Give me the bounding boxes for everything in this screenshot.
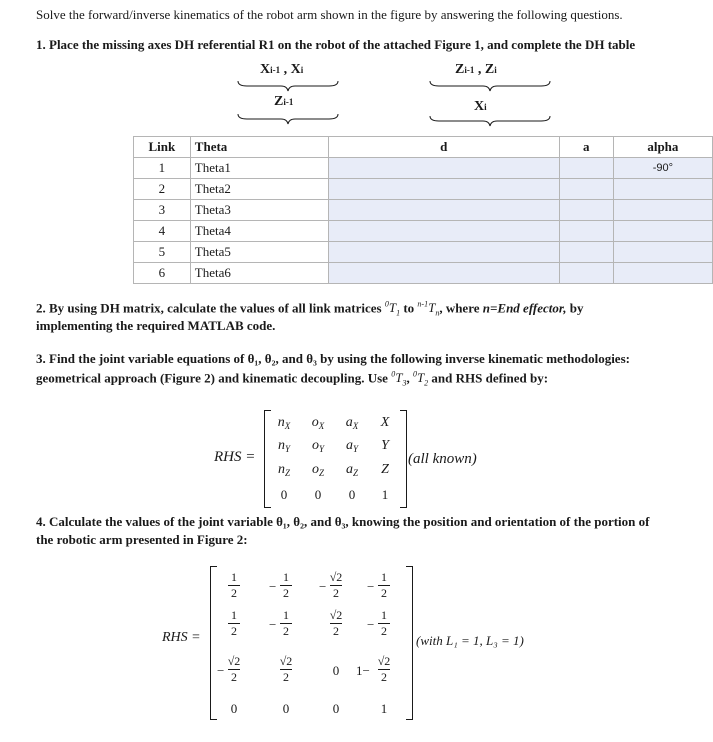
matrix-cell: 0 [332,663,340,678]
matrix-cell: 0 [348,487,356,502]
d-cell[interactable] [328,242,559,263]
d-cell[interactable] [328,221,559,242]
question-2-line1: 2. By using DH matrix, calculate the values of all link matrices $^0T_1$ to $^{n-1}T_n$, where n=End effector, by [36,300,584,318]
sign: − [217,663,225,678]
matrix-fraction: √2 2 [329,570,343,600]
matrix-cell: 0 [280,487,288,502]
question-4-line1: 4. Calculate the values of the joint variable θ₁, θ₂, and θ₃, knowing the position and orientation of the portion of [36,514,650,529]
matrix-cell: 0 [230,701,238,716]
matrix-cell: $n_Z$ [277,462,290,478]
alpha-cell[interactable] [613,179,712,200]
alpha-cell[interactable]: -90° [613,158,712,179]
a-cell[interactable] [559,242,613,263]
theta-cell: Theta1 [190,158,328,179]
matrix-cell: $a_Z$ [345,462,358,478]
dh-table [133,136,713,284]
matrix-fraction: 1 2 [374,609,394,638]
link-cell: 3 [134,200,191,221]
brace-theta-label: Xi-1 , Xi [260,62,304,77]
theta-cell: Theta6 [190,263,328,284]
matrix-cell: 0 [282,701,290,716]
header-alpha: alpha [613,137,712,158]
intro-text: Solve the forward/inverse kinematics of the robot arm shown in the figure by answering the following questions. [36,7,623,22]
table-row [134,221,713,242]
a-cell[interactable] [559,263,613,284]
brace-alpha-label: Zi-1 , Zi [455,62,497,77]
numeric-matrix-right-bracket [406,566,413,720]
alpha-cell[interactable] [613,221,712,242]
header-link: Link [134,137,191,158]
brace-z [237,113,339,125]
header-a: a [559,137,613,158]
matrix-fraction: √2 2 [329,608,343,638]
matrix-fraction: 1 2 [374,571,394,600]
sign: − [319,579,327,594]
matrix-left-bracket [264,410,271,508]
matrix-fraction: 1 2 [224,609,244,638]
alpha-cell[interactable] [613,242,712,263]
alpha-cell[interactable] [613,263,712,284]
sign: − [367,617,375,632]
link-cell: 6 [134,263,191,284]
sign: − [269,617,277,632]
length-note: (with L₁ = 1, L₃ = 1) [416,633,524,648]
sign: − [367,579,375,594]
numeric-matrix-left-bracket [210,566,217,720]
table-row [134,158,713,179]
matrix-fraction: 1 2 [276,609,296,638]
rhs-label-symbolic: RHS = [214,449,256,465]
a-cell[interactable] [559,179,613,200]
dh-header-row [134,137,713,158]
matrix-cell: X [380,415,390,430]
brace-theta [237,80,339,92]
matrix-cell: $a_X$ [345,415,359,431]
question-4-line2: the robotic arm presented in Figure 2: [36,532,248,547]
link-cell: 1 [134,158,191,179]
d-cell[interactable] [328,158,559,179]
matrix-fraction: 1 2 [224,571,244,600]
theta-cell: Theta3 [190,200,328,221]
a-cell[interactable] [559,158,613,179]
rhs-label-numeric: RHS = [162,630,201,645]
question-3-line2: geometrical approach (Figure 2) and kinematic decoupling. Use $^0T_3$, $^0T_2$ and RHS defined by: [36,370,549,388]
matrix-cell: 0 [332,701,340,716]
table-row [134,263,713,284]
theta-cell: Theta5 [190,242,328,263]
brace-z-label: Zi-1 [274,94,294,109]
matrix-fraction: √2 2 [377,654,391,684]
brace-alpha [429,80,551,92]
matrix-cell: $n_X$ [277,415,291,431]
sign: 1− [356,663,370,678]
matrix-cell: Y [381,438,389,453]
alpha-cell[interactable] [613,200,712,221]
matrix-fraction: √2 2 [227,654,241,684]
table-row [134,242,713,263]
question-3-line1: 3. Find the joint variable equations of θ₁, θ₂, and θ₃ by using the following inverse kinematic methodologies: [36,351,630,366]
matrix-cell: 0 [314,487,322,502]
matrix-fraction: 1 2 [276,571,296,600]
matrix-cell: $a_Y$ [345,438,358,454]
matrix-cell: Z [381,462,389,477]
sign: − [269,579,277,594]
matrix-cell: $n_Y$ [277,438,290,454]
table-row [134,179,713,200]
link-cell: 2 [134,179,191,200]
header-theta: Theta [190,137,328,158]
link-cell: 4 [134,221,191,242]
matrix-fraction: √2 2 [279,654,293,684]
question-1: 1. Place the missing axes DH referential R1 on the robot of the attached Figure 1, and complete the DH table [36,37,636,52]
matrix-right-bracket [400,410,407,508]
table-row [134,200,713,221]
link-cell: 5 [134,242,191,263]
theta-cell: Theta2 [190,179,328,200]
matrix-cell: $o_Z$ [311,462,324,478]
d-cell[interactable] [328,200,559,221]
d-cell[interactable] [328,179,559,200]
d-cell[interactable] [328,263,559,284]
matrix-cell: 1 [381,487,389,502]
all-known-note: (all known) [408,451,477,467]
question-2-line2: implementing the required MATLAB code. [36,318,276,333]
matrix-cell: 1 [380,701,388,716]
brace-x [429,115,551,127]
a-cell[interactable] [559,221,613,242]
matrix-cell: $o_Y$ [311,438,324,454]
theta-cell: Theta4 [190,221,328,242]
brace-x-label: Xi [474,99,487,114]
matrix-cell: $o_X$ [311,415,325,431]
header-d: d [328,137,559,158]
a-cell[interactable] [559,200,613,221]
